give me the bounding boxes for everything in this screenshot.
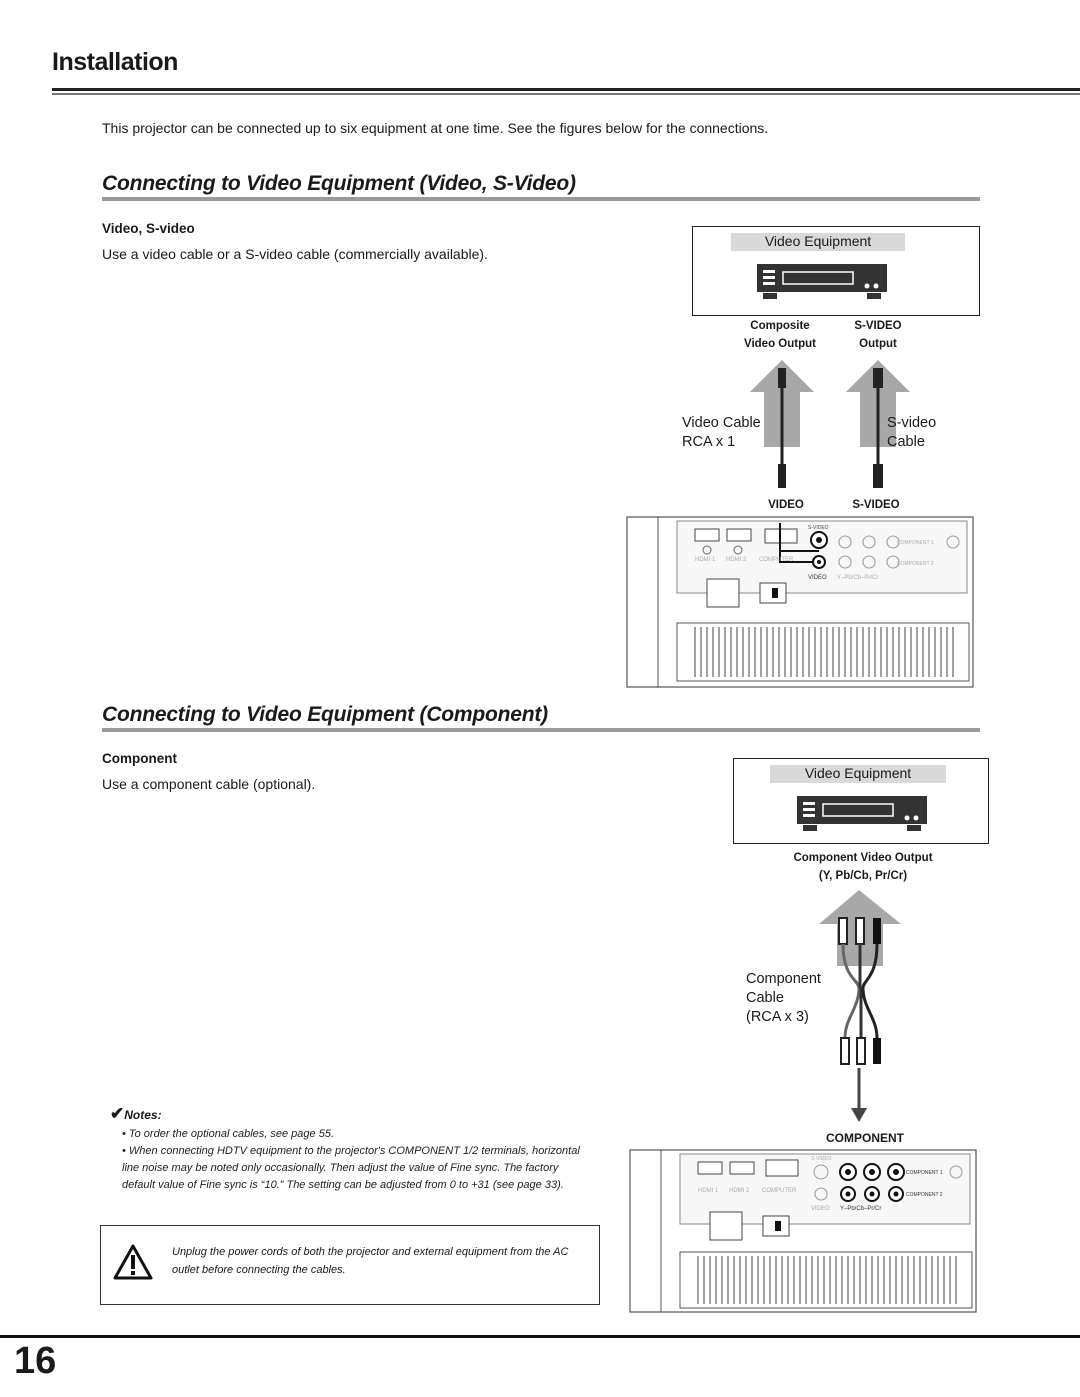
svideo-label-line2: Output: [859, 338, 897, 350]
subhead-video-svideo: Video, S-video: [102, 221, 195, 236]
composite-output-label: [725, 317, 835, 353]
panel-svideo-label: S-VIDEO: [808, 525, 829, 531]
warning-text: Unplug the power cords of both the projector and external equipment from the AC outlet before connecting the cables.: [172, 1246, 569, 1276]
panel-video-label: VIDEO: [808, 575, 827, 581]
panel2-computer-label: COMPUTER: [762, 1188, 797, 1194]
instruction-component: Use a component cable (optional).: [102, 776, 316, 792]
panel-computer-label: COMPUTER: [759, 557, 794, 563]
subhead-component: Component: [102, 751, 177, 766]
svideo-cable-line1: S-video: [887, 415, 937, 431]
component-output-line1: Component Video Output: [793, 852, 933, 864]
panel-hdmi1-label: HDMI 1: [695, 557, 716, 563]
svideo-label-line1: S-VIDEO: [854, 320, 902, 332]
section-rule-video: [102, 197, 980, 201]
component-cable-line3: (RCA x 3): [746, 1009, 809, 1025]
port-label-component: COMPONENT: [826, 1131, 904, 1145]
warning-triangle-icon: [113, 1243, 153, 1281]
note-item: • When connecting HDTV equipment to the projector's COMPONENT 1/2 terminals, horizontal line noise may be noted only occasionally. Then adjust the value of Fine sync. The factory default value of Fine sync is “10.” The setting can be adjusted from 0 to +31 (see page 33).: [122, 1145, 580, 1191]
title-rule: [52, 88, 1080, 91]
checkmark-icon: ✔: [110, 1104, 125, 1123]
component-cable-label: [746, 970, 821, 1027]
video-cable-line1: Video Cable: [682, 415, 761, 431]
panel2-ypbpr-label: Y–Pb/Cb–Pr/Cr: [840, 1206, 882, 1212]
video-cable-line2: RCA x 1: [682, 434, 736, 450]
panel-ypbpr-label: Y–Pb/Cb–Pr/Cr: [837, 575, 879, 581]
panel-component1-label: COMPONENT 1: [897, 540, 934, 546]
page-number: 16: [14, 1340, 57, 1382]
component-equipment-label: Video Equipment: [770, 765, 946, 783]
note-item-text-1: To order the optional cables, see page 55.: [128, 1128, 334, 1140]
component-cable-line2: Cable: [746, 990, 784, 1006]
footer-rule: [0, 1335, 1080, 1338]
title-rule-secondary: [52, 93, 1080, 95]
composite-label-line1: Composite: [750, 320, 810, 332]
panel-component2-label: COMPONENT 2: [897, 561, 934, 567]
port-label-video: VIDEO: [768, 499, 804, 511]
down-arrow-icon: [851, 1108, 867, 1122]
component-output-label: [760, 849, 966, 885]
instruction-video: Use a video cable or a S-video cable (commercially available).: [102, 246, 488, 262]
vcr-device-icon-2: [795, 794, 930, 834]
svideo-cable-label: [887, 414, 936, 452]
projector-rear-panel-1: [625, 513, 975, 691]
section-title-video: Connecting to Video Equipment (Video, S-Video): [102, 172, 576, 195]
svideo-cable-line2: Cable: [887, 434, 925, 450]
panel2-component1-label: COMPONENT 1: [906, 1170, 943, 1176]
video-cable-label: [682, 414, 761, 452]
note-item: • To order the optional cables, see page 55.: [122, 1128, 334, 1140]
port-label-svideo: S-VIDEO: [852, 499, 900, 511]
composite-label-line2: Video Output: [744, 338, 816, 350]
note-item-text-2: When connecting HDTV equipment to the projector's COMPONENT 1/2 terminals, horizontal line noise may be noted only occasionally. Then adjust the value of Fine sync. The factory default value of Fine sync is “10.” The setting can be adjusted from 0 to +31 (see page 33).: [122, 1145, 580, 1191]
intro-text: This projector can be connected up to six equipment at one time. See the figures below for the connections.: [102, 120, 769, 136]
vcr-device-icon: [755, 262, 890, 302]
page-title: Installation: [52, 48, 178, 76]
component-cable-diagram: [815, 888, 925, 1128]
panel2-svideo-label: S-VIDEO: [811, 1156, 832, 1162]
section-rule-component: [102, 728, 980, 732]
component-cable-line1: Component: [746, 971, 821, 987]
panel-hdmi2-label: HDMI 2: [726, 557, 747, 563]
panel2-video-label: VIDEO: [811, 1206, 830, 1212]
component-output-line2: (Y, Pb/Cb, Pr/Cr): [818, 870, 908, 882]
panel2-hdmi2-label: HDMI 2: [729, 1188, 750, 1194]
section-title-component: Connecting to Video Equipment (Component): [102, 703, 548, 726]
video-equipment-label: Video Equipment: [731, 233, 905, 251]
panel2-component2-label: COMPONENT 2: [906, 1192, 943, 1198]
projector-rear-panel-2: [628, 1146, 978, 1316]
panel2-hdmi1-label: HDMI 1: [698, 1188, 719, 1194]
notes-heading: [110, 1104, 162, 1124]
svideo-output-label: [840, 317, 916, 353]
notes-heading-text: Notes:: [124, 1108, 162, 1122]
